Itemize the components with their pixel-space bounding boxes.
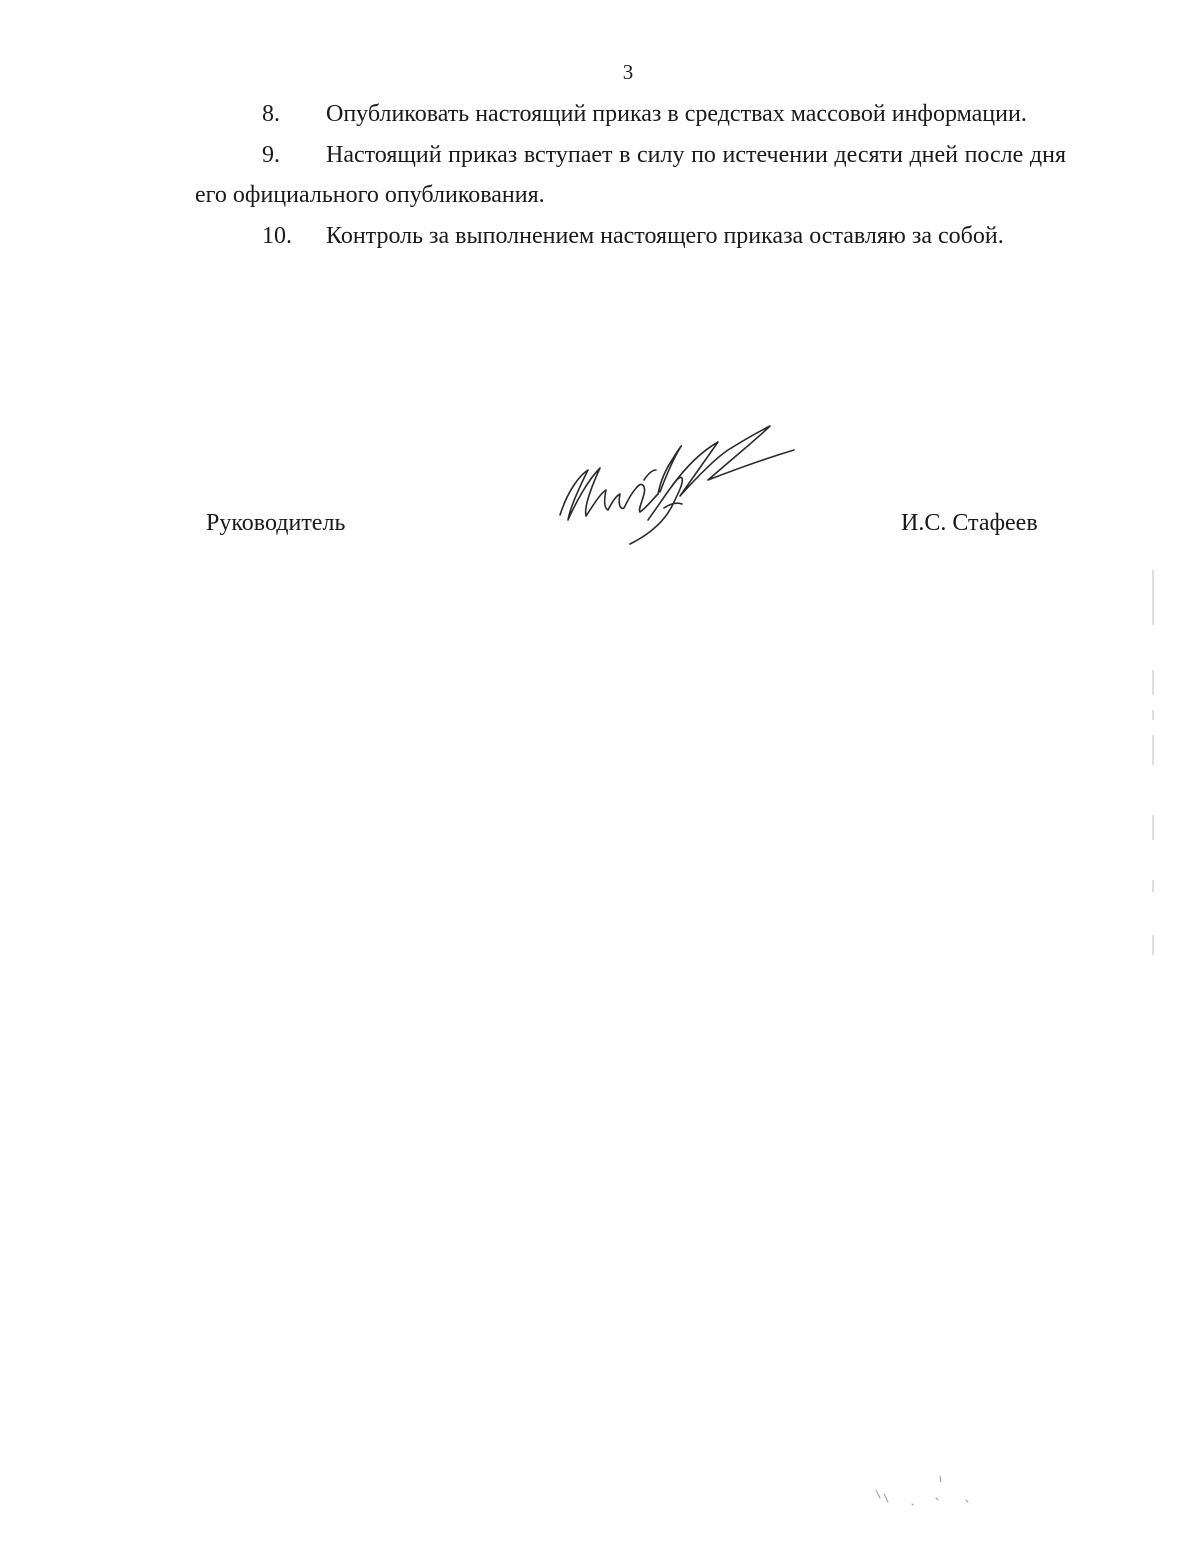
paragraph-text: Опубликовать настоящий приказ в средствах массовой информации. xyxy=(326,101,1027,127)
scan-speck-marks xyxy=(870,1470,990,1530)
paragraph-text: Контроль за выполнением настоящего приказа оставляю за собой. xyxy=(326,222,1004,249)
paragraph-10 xyxy=(195,216,1066,257)
paragraph-number: 10. xyxy=(262,222,292,249)
page-number: 3 xyxy=(622,60,634,84)
signer-name: И.С. Стафеев xyxy=(901,510,1038,536)
paragraph-8 xyxy=(195,94,1066,135)
signer-position: Руководитель xyxy=(206,510,346,536)
paragraph-number: 8. xyxy=(262,101,280,127)
document-body xyxy=(195,94,1066,256)
handwritten-signature xyxy=(548,420,808,550)
paragraph-text: Настоящий приказ вступает в силу по истечении десяти дней после дня его официального опубликования. xyxy=(195,141,1066,208)
paragraph-9 xyxy=(195,135,1066,216)
scan-edge-marks xyxy=(1148,570,1158,970)
paragraph-number: 9. xyxy=(262,141,280,168)
